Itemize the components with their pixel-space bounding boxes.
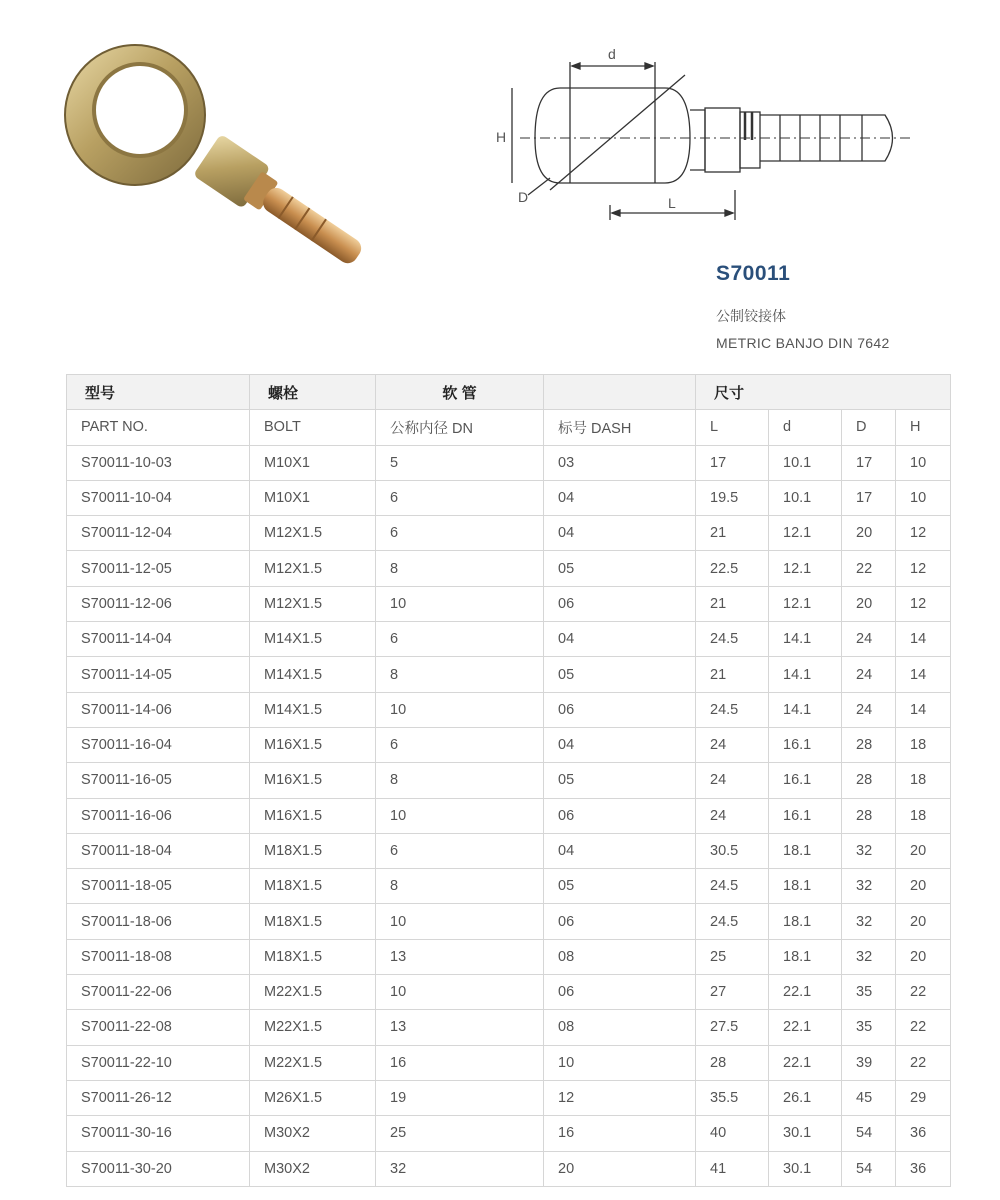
table-cell: 32 <box>842 939 896 974</box>
table-cell: 21 <box>696 657 769 692</box>
table-cell: 10.1 <box>769 480 842 515</box>
table-cell: M16X1.5 <box>250 763 376 798</box>
table-cell: 25 <box>376 1116 544 1151</box>
table-cell: S70011-14-06 <box>67 692 250 727</box>
table-cell: 04 <box>544 833 696 868</box>
table-cell: 8 <box>376 551 544 586</box>
table-cell: 18.1 <box>769 939 842 974</box>
table-cell: S70011-18-06 <box>67 904 250 939</box>
table-cell: 18 <box>896 763 951 798</box>
table-cell: S70011-18-04 <box>67 833 250 868</box>
table-cell: 12 <box>896 516 951 551</box>
table-cell: 30.5 <box>696 833 769 868</box>
table-cell: 10 <box>544 1045 696 1080</box>
table-row <box>67 657 951 692</box>
table-cell: 14 <box>896 692 951 727</box>
table-cell: S70011-10-04 <box>67 480 250 515</box>
table-cell: 30.1 <box>769 1151 842 1186</box>
table-cell: 36 <box>896 1116 951 1151</box>
table-cell: 5 <box>376 445 544 480</box>
table-cell: M18X1.5 <box>250 904 376 939</box>
table-cell: M12X1.5 <box>250 516 376 551</box>
table-cell: 30.1 <box>769 1116 842 1151</box>
table-cell: 35.5 <box>696 1080 769 1115</box>
table-cell: 6 <box>376 516 544 551</box>
product-photo <box>50 30 380 280</box>
table-row <box>67 1010 951 1045</box>
table-cell: 04 <box>544 727 696 762</box>
table-cell: 14.1 <box>769 657 842 692</box>
table-cell: M30X2 <box>250 1116 376 1151</box>
table-cell: 8 <box>376 763 544 798</box>
table-cell: 14 <box>896 657 951 692</box>
table-cell: 40 <box>696 1116 769 1151</box>
sub-header-cell: H <box>896 410 951 445</box>
product-name-cn: 公制铰接体 <box>716 308 786 324</box>
table-cell: S70011-16-04 <box>67 727 250 762</box>
product-name-en: METRIC BANJO DIN 7642 <box>716 335 890 351</box>
table-cell: 18.1 <box>769 869 842 904</box>
table-row <box>67 833 951 868</box>
table-cell: 17 <box>696 445 769 480</box>
table-cell: 08 <box>544 1010 696 1045</box>
table-cell: 13 <box>376 939 544 974</box>
table-cell: 36 <box>896 1151 951 1186</box>
table-cell: S70011-18-08 <box>67 939 250 974</box>
table-cell: 22 <box>896 975 951 1010</box>
table-cell: 32 <box>842 869 896 904</box>
table-cell: 24.5 <box>696 622 769 657</box>
table-cell: 21 <box>696 586 769 621</box>
table-cell: 24 <box>696 763 769 798</box>
header-blank <box>544 375 696 410</box>
table-cell: 22 <box>896 1045 951 1080</box>
table-cell: 6 <box>376 833 544 868</box>
table-cell: M18X1.5 <box>250 833 376 868</box>
table-cell: 28 <box>842 727 896 762</box>
sub-header-cell: d <box>769 410 842 445</box>
table-row <box>67 904 951 939</box>
table-cell: 10 <box>896 480 951 515</box>
table-cell: 16 <box>544 1116 696 1151</box>
table-row <box>67 480 951 515</box>
table-cell: 06 <box>544 904 696 939</box>
table-row <box>67 1045 951 1080</box>
table-cell: 06 <box>544 975 696 1010</box>
table-cell: 18.1 <box>769 904 842 939</box>
table-cell: 54 <box>842 1151 896 1186</box>
table-cell: 05 <box>544 869 696 904</box>
table-cell: M22X1.5 <box>250 975 376 1010</box>
table-cell: 26.1 <box>769 1080 842 1115</box>
dim-label-L: L <box>668 195 676 211</box>
table-cell: 22.5 <box>696 551 769 586</box>
table-row <box>67 622 951 657</box>
table-cell: 22.1 <box>769 975 842 1010</box>
table-cell: 27 <box>696 975 769 1010</box>
table-cell: 17 <box>842 480 896 515</box>
table-row <box>67 692 951 727</box>
table-cell: 10 <box>376 904 544 939</box>
table-cell: 22 <box>896 1010 951 1045</box>
table-cell: M22X1.5 <box>250 1045 376 1080</box>
table-cell: 18.1 <box>769 833 842 868</box>
table-cell: M14X1.5 <box>250 657 376 692</box>
table-cell: 24 <box>696 727 769 762</box>
table-cell: M30X2 <box>250 1151 376 1186</box>
table-cell: 29 <box>896 1080 951 1115</box>
table-cell: 18 <box>896 727 951 762</box>
dim-label-d: d <box>608 46 616 62</box>
table-cell: 35 <box>842 975 896 1010</box>
sub-header-cell: 公称内径 DN <box>376 410 544 445</box>
table-cell: M14X1.5 <box>250 692 376 727</box>
table-row <box>67 727 951 762</box>
table-cell: 04 <box>544 480 696 515</box>
table-cell: 32 <box>842 904 896 939</box>
technical-drawing <box>490 40 920 230</box>
table-cell: 16.1 <box>769 763 842 798</box>
table-cell: 24 <box>842 622 896 657</box>
table-cell: 22 <box>842 551 896 586</box>
table-cell: 21 <box>696 516 769 551</box>
table-cell: S70011-22-10 <box>67 1045 250 1080</box>
table-cell: 19 <box>376 1080 544 1115</box>
table-cell: 12 <box>896 586 951 621</box>
table-row <box>67 869 951 904</box>
table-cell: 24 <box>842 657 896 692</box>
table-cell: 14.1 <box>769 622 842 657</box>
table-cell: 17 <box>842 445 896 480</box>
table-cell: 20 <box>896 833 951 868</box>
table-cell: 6 <box>376 727 544 762</box>
table-cell: 19.5 <box>696 480 769 515</box>
table-cell: 35 <box>842 1010 896 1045</box>
dim-label-H: H <box>496 129 507 145</box>
table-row <box>67 975 951 1010</box>
table-cell: 06 <box>544 692 696 727</box>
table-cell: 24.5 <box>696 904 769 939</box>
table-row <box>67 551 951 586</box>
table-cell: M16X1.5 <box>250 798 376 833</box>
table-cell: 41 <box>696 1151 769 1186</box>
table-cell: 03 <box>544 445 696 480</box>
table-cell: M26X1.5 <box>250 1080 376 1115</box>
table-cell: 28 <box>696 1045 769 1080</box>
table-row <box>67 445 951 480</box>
table-cell: S70011-14-04 <box>67 622 250 657</box>
table-cell: 16.1 <box>769 798 842 833</box>
table-cell: 20 <box>842 516 896 551</box>
table-cell: M18X1.5 <box>250 869 376 904</box>
table-cell: 10 <box>376 975 544 1010</box>
table-cell: S70011-22-06 <box>67 975 250 1010</box>
table-cell: 05 <box>544 763 696 798</box>
table-row <box>67 798 951 833</box>
table-cell: 28 <box>842 798 896 833</box>
table-cell: 04 <box>544 516 696 551</box>
table-cell: 06 <box>544 586 696 621</box>
table-cell: 10 <box>376 798 544 833</box>
spec-table <box>66 374 951 1187</box>
table-row <box>67 586 951 621</box>
table-cell: M18X1.5 <box>250 939 376 974</box>
table-cell: S70011-30-16 <box>67 1116 250 1151</box>
table-cell: 20 <box>896 904 951 939</box>
sub-header-cell: 标号 DASH <box>544 410 696 445</box>
table-cell: 14 <box>896 622 951 657</box>
header-dimensions: 尺寸 <box>696 375 951 410</box>
table-cell: M14X1.5 <box>250 622 376 657</box>
table-cell: 10 <box>376 586 544 621</box>
table-cell: S70011-16-05 <box>67 763 250 798</box>
table-cell: S70011-18-05 <box>67 869 250 904</box>
table-cell: 08 <box>544 939 696 974</box>
table-cell: 13 <box>376 1010 544 1045</box>
header-bolt: 螺栓 <box>250 375 376 410</box>
table-cell: 20 <box>842 586 896 621</box>
table-row <box>67 1151 951 1186</box>
table-cell: 32 <box>842 833 896 868</box>
sub-header-cell: D <box>842 410 896 445</box>
table-cell: 10.1 <box>769 445 842 480</box>
group-header-row <box>67 375 951 410</box>
table-cell: 22.1 <box>769 1045 842 1080</box>
table-cell: 6 <box>376 622 544 657</box>
table-cell: S70011-12-04 <box>67 516 250 551</box>
table-cell: 16.1 <box>769 727 842 762</box>
table-cell: S70011-30-20 <box>67 1151 250 1186</box>
table-cell: 25 <box>696 939 769 974</box>
table-cell: 06 <box>544 798 696 833</box>
dim-label-D: D <box>518 189 529 205</box>
table-cell: 04 <box>544 622 696 657</box>
table-cell: 27.5 <box>696 1010 769 1045</box>
table-cell: S70011-26-12 <box>67 1080 250 1115</box>
table-cell: S70011-16-06 <box>67 798 250 833</box>
table-row <box>67 516 951 551</box>
table-cell: 16 <box>376 1045 544 1080</box>
sub-header-cell: BOLT <box>250 410 376 445</box>
table-cell: 12 <box>896 551 951 586</box>
table-cell: M12X1.5 <box>250 586 376 621</box>
table-cell: 54 <box>842 1116 896 1151</box>
table-cell: M10X1 <box>250 445 376 480</box>
table-cell: 28 <box>842 763 896 798</box>
table-cell: M22X1.5 <box>250 1010 376 1045</box>
table-cell: S70011-14-05 <box>67 657 250 692</box>
table-cell: 22.1 <box>769 1010 842 1045</box>
table-cell: 6 <box>376 480 544 515</box>
table-cell: 05 <box>544 551 696 586</box>
table-cell: 14.1 <box>769 692 842 727</box>
header-model: 型号 <box>67 375 250 410</box>
sub-header-cell: PART NO. <box>67 410 250 445</box>
table-cell: 10 <box>376 692 544 727</box>
table-cell: 20 <box>896 939 951 974</box>
table-cell: 24.5 <box>696 692 769 727</box>
table-cell: 24 <box>696 798 769 833</box>
table-cell: 24 <box>842 692 896 727</box>
sub-header-row <box>67 410 951 445</box>
table-cell: 05 <box>544 657 696 692</box>
table-row <box>67 1116 951 1151</box>
table-cell: 10 <box>896 445 951 480</box>
table-cell: 8 <box>376 657 544 692</box>
table-cell: 32 <box>376 1151 544 1186</box>
table-cell: 8 <box>376 869 544 904</box>
product-code: S70011 <box>716 262 791 285</box>
table-cell: 12 <box>544 1080 696 1115</box>
table-cell: M16X1.5 <box>250 727 376 762</box>
sub-header-cell: L <box>696 410 769 445</box>
table-cell: 24.5 <box>696 869 769 904</box>
table-row <box>67 1080 951 1115</box>
table-cell: S70011-10-03 <box>67 445 250 480</box>
table-cell: 20 <box>544 1151 696 1186</box>
header-hose: 软 管 <box>376 375 544 410</box>
table-cell: 12.1 <box>769 516 842 551</box>
table-cell: 45 <box>842 1080 896 1115</box>
table-cell: M12X1.5 <box>250 551 376 586</box>
table-row <box>67 939 951 974</box>
table-cell: M10X1 <box>250 480 376 515</box>
table-row <box>67 763 951 798</box>
table-cell: 18 <box>896 798 951 833</box>
table-cell: S70011-12-05 <box>67 551 250 586</box>
table-cell: 12.1 <box>769 551 842 586</box>
table-cell: 39 <box>842 1045 896 1080</box>
table-cell: 12.1 <box>769 586 842 621</box>
table-cell: 20 <box>896 869 951 904</box>
table-cell: S70011-12-06 <box>67 586 250 621</box>
table-cell: S70011-22-08 <box>67 1010 250 1045</box>
